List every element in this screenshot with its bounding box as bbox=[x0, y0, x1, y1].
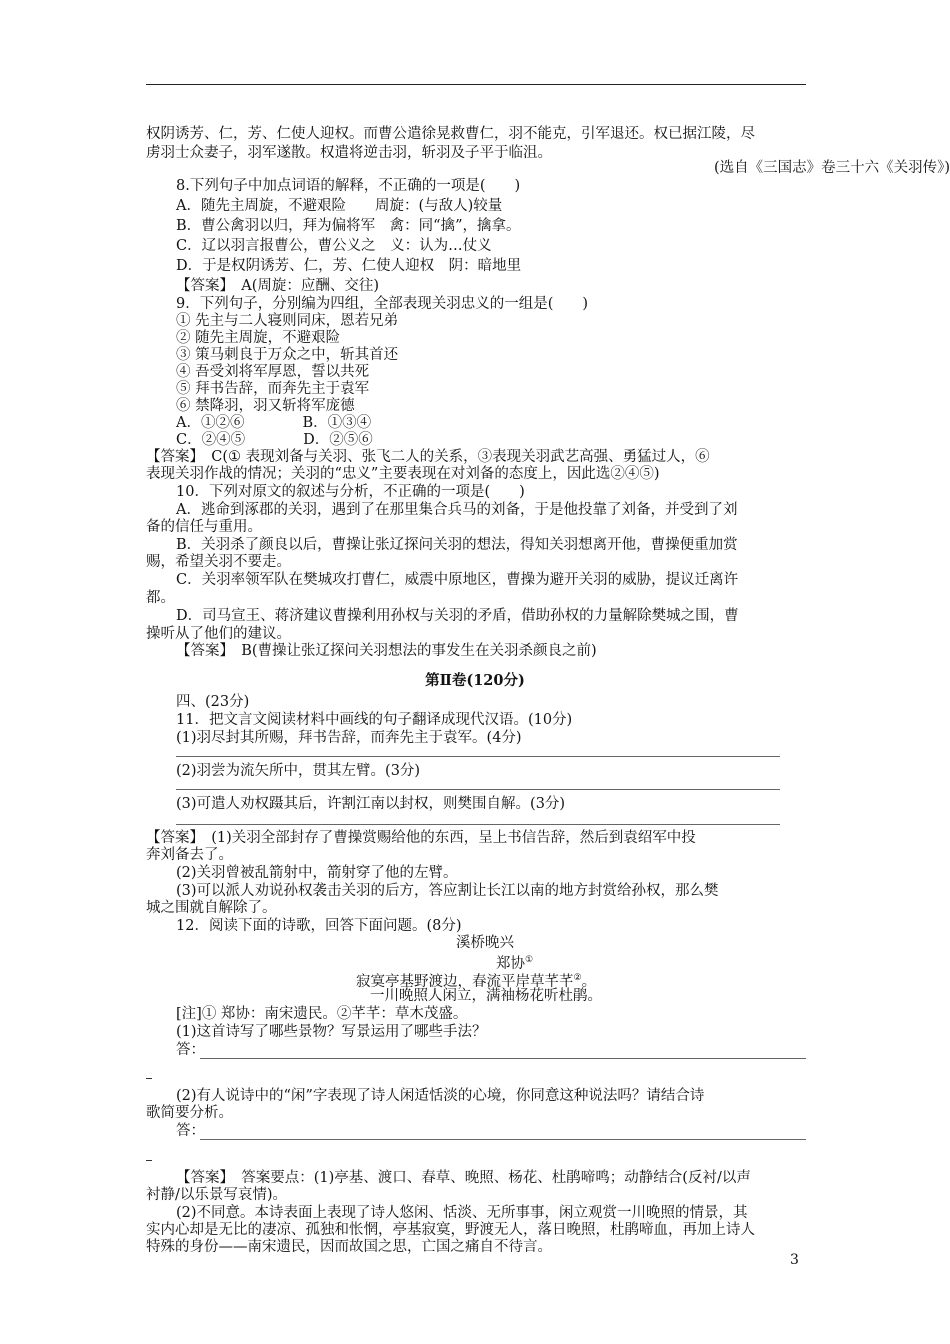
answer-11-2: (2)关羽曾被乱箭射中，箭射穿了他的左臂。 bbox=[176, 865, 458, 881]
item-9-4: ④ 吾受刘将军厚恩，誓以共死 bbox=[176, 364, 370, 380]
answer-9: 【答案】 C(① 表现刘备与关羽、张飞二人的关系，③表现关羽武艺高强、勇猛过人，⑥ bbox=[146, 449, 710, 465]
passage-line: 权阴诱芳、仁，芳、仁使人迎权。而曹公遣徐晃救曹仁，羽不能克，引军退还。权已据江陵，尽 bbox=[146, 126, 755, 142]
question-11: 11．把文言文阅读材料中画线的句子翻译成现代汉语。(10分) bbox=[176, 712, 573, 728]
poem-author: 郑协① bbox=[496, 955, 534, 972]
item-9-2: ② 随先主周旋，不避艰险 bbox=[176, 330, 341, 346]
question-12-2-cont: 歌简要分析。 bbox=[146, 1105, 233, 1121]
answer-12: 【答案】 答案要点：(1)亭基、渡口、春草、晚照、杨花、杜鹃啼鸣；动静结合(反衬/以声 bbox=[176, 1170, 751, 1186]
option-10b-cont: 赐，希望关羽不要走。 bbox=[146, 554, 291, 570]
answer-9-cont: 表现关羽作战的情况；关羽的“忠义”主要表现在对刘备的态度上，因此选②④⑤) bbox=[146, 466, 660, 482]
options-9-cd: C．②④⑤ D．②⑤⑥ bbox=[176, 432, 373, 448]
answer-10: 【答案】 B(曹操让张辽探问关羽想法的事发生在关羽杀颜良之前) bbox=[176, 643, 597, 659]
question-12-1: (1)这首诗写了哪些景物？写景运用了哪些手法？ bbox=[176, 1024, 487, 1040]
poem-line-1: 寂寞亭基野渡边，春流平岸草芊芊②。 bbox=[356, 973, 597, 990]
poem-line-2: 一川晚照人闲立，满袖杨花听杜鹃。 bbox=[370, 988, 602, 1004]
header-rule bbox=[146, 84, 806, 85]
question-11-1: (1)羽尽封其所赐，拜书告辞，而奔先主于袁军。(4分) bbox=[176, 730, 522, 746]
question-12-2: (2)有人说诗中的“闲”字表现了诗人闲适恬淡的心境，你同意这种说法吗？请结合诗 bbox=[176, 1088, 705, 1104]
option-10a: A．逃命到涿郡的关羽，遇到了在那里集合兵马的刘备，于是他投靠了刘备，并受到了刘 bbox=[176, 502, 738, 518]
passage-line: 虏羽士众妻子，羽军遂散。权遣将逆击羽，斩羽及子平于临沮。 bbox=[146, 145, 552, 161]
answer-8: 【答案】 A(周旋：应酬、交往) bbox=[176, 278, 380, 294]
answer-blank[interactable] bbox=[176, 789, 780, 790]
answer-blank-short bbox=[146, 1078, 152, 1079]
answer-blank[interactable] bbox=[200, 1058, 806, 1059]
option-8b: B．曹公禽羽以归，拜为偏将军 禽：同“擒”，擒拿。 bbox=[176, 218, 521, 234]
option-8d: D．于是权阴诱芳、仁，芳、仁使人迎权 阴：暗地里 bbox=[176, 258, 522, 274]
answer-12-2-cont: 实内心却是无比的凄凉、孤独和怅惘，亭基寂寞，野渡无人，落日晚照，杜鹃啼血，再加上诗人 bbox=[146, 1222, 755, 1238]
question-8: 8.下列句子中加点词语的解释，不正确的一项是( ) bbox=[176, 178, 521, 194]
answer-blank[interactable] bbox=[176, 756, 780, 757]
answer-blank[interactable] bbox=[200, 1139, 806, 1140]
volume-title: 第Ⅱ卷(120分) bbox=[425, 672, 525, 689]
item-9-1: ① 先主与二人寝则同床，恩若兄弟 bbox=[176, 313, 399, 329]
option-8a: A．随先主周旋，不避艰险 周旋：(与敌人)较量 bbox=[176, 198, 503, 214]
poem-note: [注]① 郑协：南宋遗民。②芊芊：草木茂盛。 bbox=[176, 1006, 468, 1022]
option-10d-cont: 操听从了他们的建议。 bbox=[146, 626, 291, 642]
item-9-5: ⑤ 拜书告辞，而奔先主于袁军 bbox=[176, 381, 370, 397]
option-10c: C．关羽率领军队在樊城攻打曹仁，威震中原地区，曹操为避开关羽的威胁，提议迁离许 bbox=[176, 572, 739, 588]
option-10b: B．关羽杀了颜良以后，曹操让张辽探问关羽的想法，得知关羽想离开他，曹操便重加赏 bbox=[176, 537, 738, 553]
question-11-2: (2)羽尝为流矢所中，贯其左臂。(3分) bbox=[176, 763, 421, 779]
passage-source: (选自《三国志》卷三十六《关羽传》) bbox=[713, 160, 950, 176]
answer-blank-short bbox=[146, 1160, 152, 1161]
option-10c-cont: 都。 bbox=[146, 590, 175, 606]
page-number: 3 bbox=[790, 1252, 799, 1268]
question-9: 9．下列句子，分别编为四组，全部表现关羽忠义的一组是( ) bbox=[176, 296, 589, 312]
answer-12-cont: 衬静/以乐景写哀情)。 bbox=[146, 1187, 288, 1203]
section-4: 四、(23分) bbox=[176, 694, 250, 710]
item-9-6: ⑥ 禁降羽，羽又斩将军庞德 bbox=[176, 398, 355, 414]
answer-label: 答： bbox=[176, 1123, 205, 1139]
answer-11: 【答案】 (1)关羽全部封存了曹操赏赐给他的东西，呈上书信告辞，然后到袁绍军中投 bbox=[146, 830, 696, 846]
answer-12-2: (2)不同意。本诗表面上表现了诗人悠闲、恬淡、无所事事，闲立观赏一川晚照的情景，其 bbox=[176, 1205, 748, 1221]
question-10: 10．下列对原文的叙述与分析，不正确的一项是( ) bbox=[176, 484, 525, 500]
question-11-3: (3)可遣人劝权蹑其后，许割江南以封权，则樊围自解。(3分) bbox=[176, 796, 566, 812]
option-10d: D．司马宣王、蒋济建议曹操利用孙权与关羽的矛盾，借助孙权的力量解除樊城之围，曹 bbox=[176, 608, 739, 624]
answer-blank[interactable] bbox=[176, 824, 780, 825]
answer-11-cont: 奔刘备去了。 bbox=[146, 847, 233, 863]
option-8c: C．辽以羽言报曹公，曹公义之 义：认为…仗义 bbox=[176, 238, 492, 254]
answer-12-2-cont: 特殊的身份——南宋遗民，因而故国之思，亡国之痛自不待言。 bbox=[146, 1239, 552, 1255]
question-12: 12．阅读下面的诗歌，回答下面问题。(8分) bbox=[176, 918, 462, 934]
answer-label: 答： bbox=[176, 1042, 205, 1058]
poem-title: 溪桥晚兴 bbox=[456, 935, 514, 951]
option-10a-cont: 备的信任与重用。 bbox=[146, 519, 262, 535]
item-9-3: ③ 策马刺良于万众之中，斩其首还 bbox=[176, 347, 399, 363]
answer-11-3: (3)可以派人劝说孙权袭击关羽的后方，答应割让长江以南的地方封赏给孙权，那么樊 bbox=[176, 883, 719, 899]
answer-11-3-cont: 城之围就自解除了。 bbox=[146, 900, 277, 916]
options-9-ab: A．①②⑥ B．①③④ bbox=[176, 415, 372, 431]
